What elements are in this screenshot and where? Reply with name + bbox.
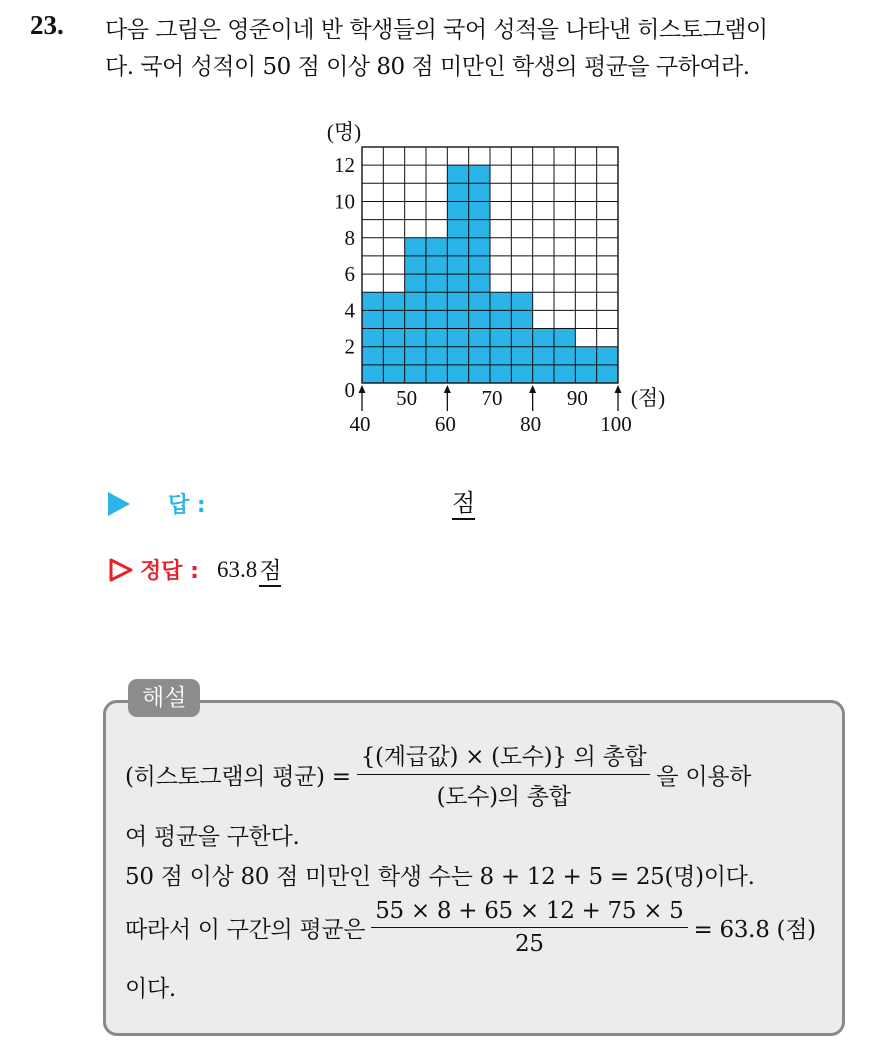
correct-answer-value: 63.8: [216, 556, 258, 582]
correct-answer-unit: 점: [259, 552, 281, 587]
x-tick-label-bottom: 60: [434, 412, 456, 436]
x-tick-label-bottom: 40: [349, 412, 371, 436]
formula-denominator: (도수)의 총합: [436, 784, 571, 810]
question-text: [105, 12, 865, 86]
y-tick-label: 6: [344, 262, 355, 287]
question-number: 23.: [30, 10, 64, 40]
average-fraction: [371, 898, 687, 957]
x-tick-label-top: 90: [566, 386, 588, 410]
x-tick-label-bottom: 100: [600, 412, 632, 436]
solution-line-3: 50 점 이상 80 점 미만인 학생 수는 8 + 12 + 5 = 25(명)이다.: [125, 864, 755, 890]
solution-line-4: [125, 898, 816, 957]
line4-suffix: = 63.8 (점): [693, 917, 816, 943]
answer-unit[interactable]: 점: [452, 488, 475, 520]
y-tick-label: 4: [344, 298, 355, 323]
filled-triangle-icon: [108, 492, 130, 516]
line4-prefix: 따라서 이 구간의 평균은: [125, 917, 366, 943]
y-tick-label: 0: [344, 378, 355, 402]
outline-triangle-icon: [108, 557, 134, 583]
formula-fraction: [357, 738, 651, 811]
y-tick-label: 8: [344, 225, 355, 250]
x-tick-label-top: 50: [396, 386, 418, 410]
boundary-arrow-head: [615, 385, 622, 393]
y-tick-label: 12: [334, 153, 355, 178]
solution-line-5: 이다.: [125, 976, 176, 1002]
y-tick-label: 10: [334, 189, 355, 214]
answer-row: [108, 488, 206, 519]
average-numerator: 55 × 8 + 65 × 12 + 75 × 5: [371, 898, 687, 928]
formula-tail: 을 이용하: [656, 764, 752, 790]
question-line-2: 다. 국어 성적이 50 점 이상 80 점 미만인 학생의 평균을 구하여라.: [105, 54, 750, 80]
boundary-arrow-head: [529, 385, 536, 393]
x-axis-label: (점): [630, 386, 666, 410]
y-tick-label: 2: [344, 334, 355, 359]
formula-lhs: (히스토그램의 평균) =: [125, 764, 351, 790]
x-tick-label-top: 70: [481, 386, 503, 410]
boundary-arrow-head: [359, 385, 366, 393]
formula-numerator: {(계급값) × (도수)} 의 총합: [357, 738, 651, 775]
histogram-chart: [320, 115, 666, 445]
correct-answer-row: [108, 552, 281, 587]
boundary-arrow-head: [444, 385, 451, 393]
y-axis-label: (명): [326, 120, 362, 144]
answer-label: 답 :: [168, 493, 206, 518]
solution-formula: [125, 738, 751, 811]
solution-line-2: 여 평균을 구한다.: [125, 824, 300, 850]
question-line-1: 다음 그림은 영준이네 반 학생들의 국어 성적을 나타낸 히스토그램이: [105, 17, 768, 43]
average-denominator: 25: [515, 931, 544, 957]
x-tick-label-bottom: 80: [520, 412, 542, 436]
solution-tag: 해설: [128, 679, 200, 717]
correct-answer-label: 정답 :: [140, 559, 199, 584]
